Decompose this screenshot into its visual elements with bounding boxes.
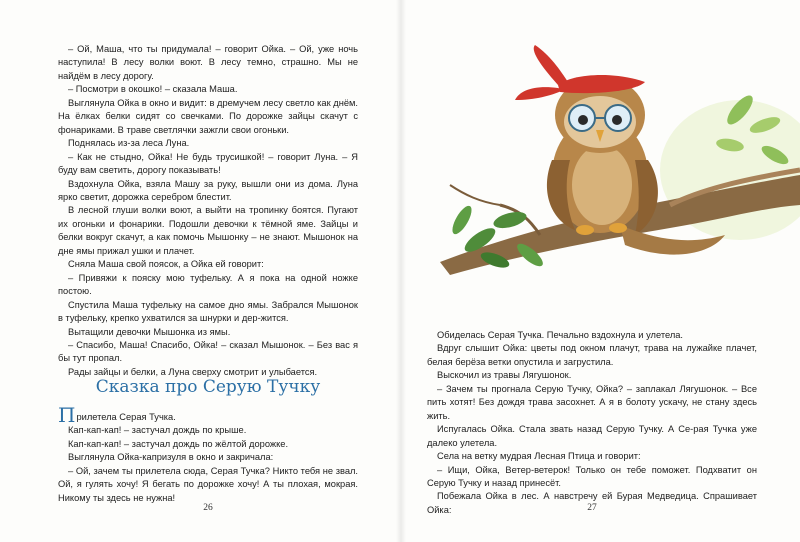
paragraph: Сняла Маша свой поясок, а Ойка ей говорит: [68, 259, 264, 270]
drop-cap: П [58, 403, 76, 427]
story-title: Сказка про Серую Тучку [95, 377, 321, 397]
right-page-text [427, 329, 757, 517]
paragraph: – Ищи, Ойка, Ветер-ветерок! Только он тебе поможет. Подхватит он Серую Тучку и назад принесёт. [427, 464, 757, 488]
paragraph: – Посмотри в окошко! – сказала Маша. [68, 84, 238, 95]
paragraph: Испугалась Ойка. Стала звать назад Серую Тучку. А Се-рая Тучка уже далеко улетела. [427, 424, 757, 448]
paragraph: – Ой, зачем ты прилетела сюда, Серая Тучка? Никто тебя не звал. Ой, я гулять хочу! Я бегать по дорожке хочу! А ты плохая, мокрая. Никому ты здесь не нужна! [58, 465, 358, 503]
paragraph: Выглянула Ойка в окно и видит: в дремучем лесу светло как днём. На ёлках белки сидят со свечками. По дорожке зайцы скачут с фонариками. В траве светлячки зажгли свои огоньки. [58, 97, 358, 135]
paragraph: – Как не стыдно, Ойка! Не будь трусишкой! – говорит Луна. – Я буду вам светить, дорогу показывать! [58, 151, 358, 176]
paragraph: Выглянула Ойка-капризуля в окно и закричала: [68, 452, 274, 463]
page-number: 27 [587, 503, 597, 513]
paragraph: Побежала Ойка в лес. А навстречу ей Бурая Медведица. Спрашивает Ойка: [427, 491, 757, 515]
first-line-text: рилетела Серая Тучка. [76, 412, 176, 422]
page-number: 26 [203, 503, 213, 513]
paragraph: Вздохнула Ойка, взяла Машу за руку, вышли они из дома. Луна ярко светит, дорожка серебром блестит. [58, 178, 358, 202]
paragraph: Вытащили девочки Мышонка из ямы. [68, 326, 231, 337]
paragraph: Обиделась Серая Тучка. Печально вздохнула и улетела. [437, 330, 684, 340]
paragraph: Выскочил из травы Лягушонок. [437, 370, 572, 381]
paragraph: В лесной глуши волки воют, а выйти на тропинку боятся. Пугают их огоньки и фонарики. Подошли девочки к тёмной яме. Зайцы и белки вокруг скачут, а как помочь Мышонку – не знают. Мышонок на дне ямы прижал ушки и плачет. [58, 205, 358, 256]
paragraph: – Ой, Маша, что ты придумала! – говорит Ойка. – Ой, уже ночь наступила! В лесу волки воют. В лесу темно, страшно. Мы не найдём в лесу дорогу. [58, 44, 358, 81]
left-page-text [58, 43, 358, 379]
story-first-paragraph [58, 403, 358, 427]
story-section [58, 377, 358, 505]
paragraph: Спустила Маша туфельку на самое дно ямы. Забрался Мышонок в туфельку, крепко ухватился за шнурки и дер-жится. [58, 299, 358, 324]
paragraph: – Привяжи к пояску мою туфельку. А я пока на одной ножке постою. [58, 272, 358, 297]
owl-illustration-icon [440, 30, 800, 280]
paragraph: – Спасибо, Маша! Спасибо, Ойка! – сказал Мышонок. – Без вас я бы тут пропал. [58, 339, 358, 364]
story-body [58, 403, 358, 505]
paragraph: Кап-кап-кап! – застучал дождь по крыше. [68, 425, 247, 436]
paragraph: Рады зайцы и белки, а Луна сверху смотрит и улыбается. [68, 366, 318, 377]
paragraph: Кап-кап-кап! – застучал дождь по жёлтой дорожке. [68, 438, 289, 449]
paragraph: – Зачем ты прогнала Серую Тучку, Ойка? – заплакал Лягушонок. – Все пить хотят! Без дождя трава засохнет. А я в болоту ускачу, не стану здесь жить. [427, 383, 757, 421]
paragraph: Поднялась из-за леса Луна. [68, 138, 190, 149]
paragraph: Села на ветку мудрая Лесная Птица и говорит: [437, 451, 641, 462]
paragraph: Вдруг слышит Ойка: цветы под окном плачут, трава на лужайке плачет, белая берёза ветки опустила и загрустила. [427, 343, 757, 367]
